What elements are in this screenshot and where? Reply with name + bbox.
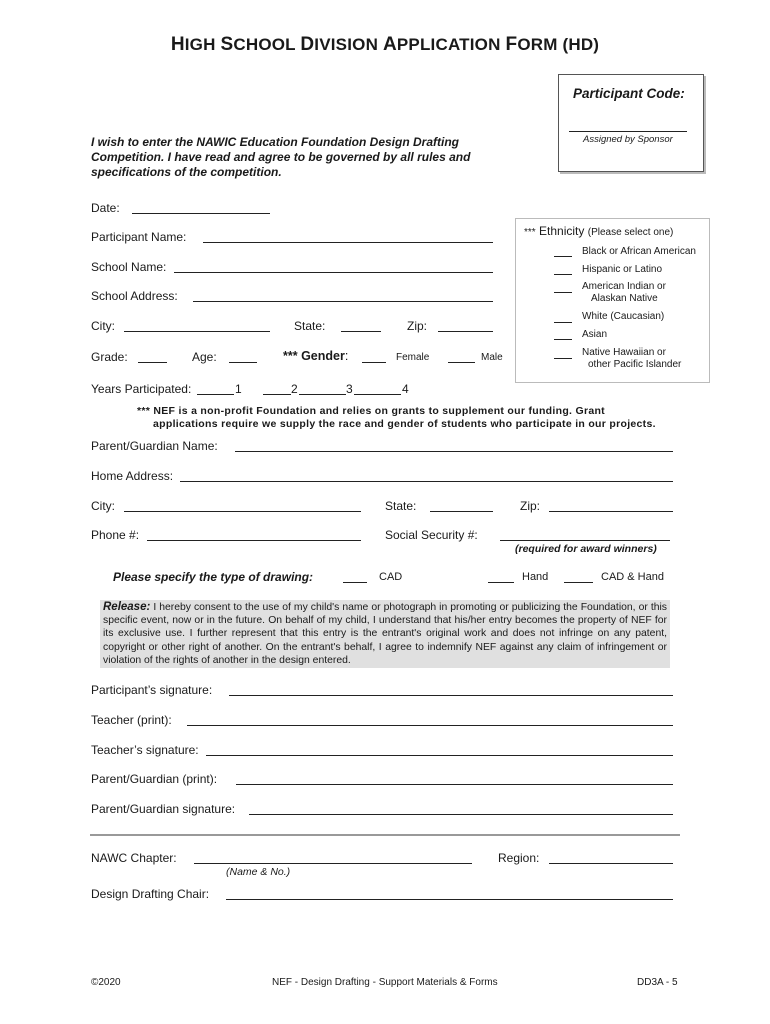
footer-copyright: ©2020 (91, 977, 121, 988)
chair-label: Design Drafting Chair: (91, 887, 210, 901)
participant-code-box (558, 74, 704, 172)
city-label: City: (91, 319, 115, 333)
year-3-label: 3 (346, 382, 353, 396)
ethnicity-checkbox[interactable] (554, 274, 572, 275)
guardian-signature-label: Parent/Guardian signature: (91, 802, 236, 816)
teacher-print-field[interactable] (187, 725, 673, 726)
ethnicity-option: White (Caucasian) (582, 311, 665, 322)
chapter-field[interactable] (194, 863, 472, 864)
female-label: Female (396, 352, 430, 363)
ethnicity-option: Asian (582, 329, 608, 340)
ethnicity-checkbox[interactable] (554, 322, 572, 323)
guardian-print-label: Parent/Guardian (print): (91, 772, 218, 786)
ssn-label: Social Security #: (385, 528, 478, 542)
participant-code-field[interactable] (569, 131, 687, 132)
home-address-field[interactable] (180, 481, 673, 482)
ssn-field[interactable] (500, 540, 670, 541)
ethnicity-box (515, 218, 710, 383)
guardian-state-label: State: (385, 499, 417, 513)
teacher-signature-label: Teacher’s signature: (91, 743, 199, 757)
ethnicity-heading: *** Ethnicity (Please select one) (524, 224, 674, 238)
ethnicity-option: American Indian or (582, 281, 666, 292)
zip-field[interactable] (438, 331, 493, 332)
guardian-state-field[interactable] (430, 511, 493, 512)
female-checkbox[interactable] (362, 362, 386, 363)
date-label: Date: (91, 201, 120, 215)
ethnicity-option: Black or African American (582, 246, 696, 257)
school-address-label: School Address: (91, 289, 178, 303)
ethnicity-checkbox[interactable] (554, 358, 572, 359)
state-field[interactable] (341, 331, 381, 332)
section-divider (90, 834, 680, 836)
year-1-label: 1 (235, 382, 242, 396)
chapter-name-hint: (Name & No.) (226, 866, 291, 878)
nef-note-line2: applications require we supply the race and gender of students who participate in our projects. (153, 418, 656, 430)
region-label: Region: (498, 851, 540, 865)
participant-signature-field[interactable] (229, 695, 673, 696)
school-name-field[interactable] (174, 272, 493, 273)
intro-text: I wish to enter the NAWIC Education Foundation Design Drafting Competition. I have read and agree to be governed by all rules and specifications of the competition. (91, 135, 471, 179)
grade-label: Grade: (91, 350, 128, 364)
assigned-by-sponsor: Assigned by Sponsor (583, 134, 673, 145)
hand-checkbox[interactable] (488, 582, 514, 583)
guardian-name-field[interactable] (235, 451, 673, 452)
cad-hand-label: CAD & Hand (601, 571, 664, 583)
date-field[interactable] (132, 213, 270, 214)
year-4-checkbox[interactable] (354, 394, 401, 395)
guardian-zip-label: Zip: (520, 499, 541, 513)
home-address-label: Home Address: (91, 469, 174, 483)
cad-checkbox[interactable] (343, 582, 367, 583)
age-field[interactable] (229, 362, 257, 363)
grade-field[interactable] (138, 362, 167, 363)
teacher-signature-field[interactable] (206, 755, 673, 756)
participant-name-field[interactable] (203, 242, 493, 243)
teacher-print-label: Teacher (print): (91, 713, 172, 727)
footer-center: NEF - Design Drafting - Support Materials & Forms (272, 977, 498, 988)
ethnicity-checkbox[interactable] (554, 339, 572, 340)
region-field[interactable] (549, 863, 673, 864)
participant-code-label: Participant Code: (573, 86, 685, 101)
year-4-label: 4 (402, 382, 409, 396)
city-field[interactable] (124, 331, 270, 332)
ethnicity-checkbox[interactable] (554, 256, 572, 257)
guardian-zip-field[interactable] (549, 511, 673, 512)
male-label: Male (481, 352, 503, 363)
chapter-label: NAWC Chapter: (91, 851, 177, 865)
hand-label: Hand (522, 571, 549, 583)
ethnicity-option: Native Hawaiian or (582, 347, 666, 358)
release-text: Release: I hereby consent to the use of my child's name or photograph in promoting or publicizing the Foundation, or this specific event, now or in the future. On behalf of my child, I understand that his/her entry becomes the property of NEF for its exclusive use. I further represent that this entry is the entrant's original work and does not infringe on any patent, copyright or other right of another. On the entrant's behalf, I agree to indemnify NEF against any claim of infringement or violation of the rights of another in the design entered. (103, 601, 667, 666)
year-1-checkbox[interactable] (197, 394, 234, 395)
phone-label: Phone #: (91, 528, 140, 542)
state-label: State: (294, 319, 326, 333)
ethnicity-option-line2: Alaskan Native (591, 293, 658, 304)
zip-label: Zip: (407, 319, 428, 333)
ethnicity-checkbox[interactable] (554, 292, 572, 293)
cad-hand-checkbox[interactable] (564, 582, 593, 583)
phone-field[interactable] (147, 540, 361, 541)
guardian-city-label: City: (91, 499, 115, 513)
participant-signature-label: Participant’s signature: (91, 683, 213, 697)
age-label: Age: (192, 350, 217, 364)
guardian-signature-field[interactable] (249, 814, 673, 815)
year-2-label: 2 (291, 382, 298, 396)
male-checkbox[interactable] (448, 362, 475, 363)
gender-label: *** Gender: (283, 349, 349, 363)
page-title: HIGH SCHOOL DIVISION APPLICATION FORM (HD) (170, 34, 600, 55)
school-address-field[interactable] (193, 301, 493, 302)
cad-label: CAD (379, 571, 403, 583)
guardian-city-field[interactable] (124, 511, 361, 512)
years-participated-label: Years Participated: (91, 382, 192, 396)
release-box (100, 600, 670, 668)
guardian-print-field[interactable] (236, 784, 673, 785)
participant-name-label: Participant Name: (91, 230, 187, 244)
drawing-type-label: Please specify the type of drawing: (113, 570, 314, 584)
ssn-note: (required for award winners) (515, 543, 657, 555)
year-2-checkbox[interactable] (263, 394, 291, 395)
guardian-name-label: Parent/Guardian Name: (91, 439, 218, 453)
year-3-checkbox[interactable] (299, 394, 346, 395)
chair-field[interactable] (226, 899, 673, 900)
ethnicity-option: Hispanic or Latino (582, 264, 663, 275)
footer-page: DD3A - 5 (637, 977, 678, 988)
school-name-label: School Name: (91, 260, 167, 274)
nef-note-line1: *** NEF is a non-profit Foundation and relies on grants to supplement our funding. Grant (137, 405, 605, 417)
ethnicity-option-line2: other Pacific Islander (588, 359, 682, 370)
